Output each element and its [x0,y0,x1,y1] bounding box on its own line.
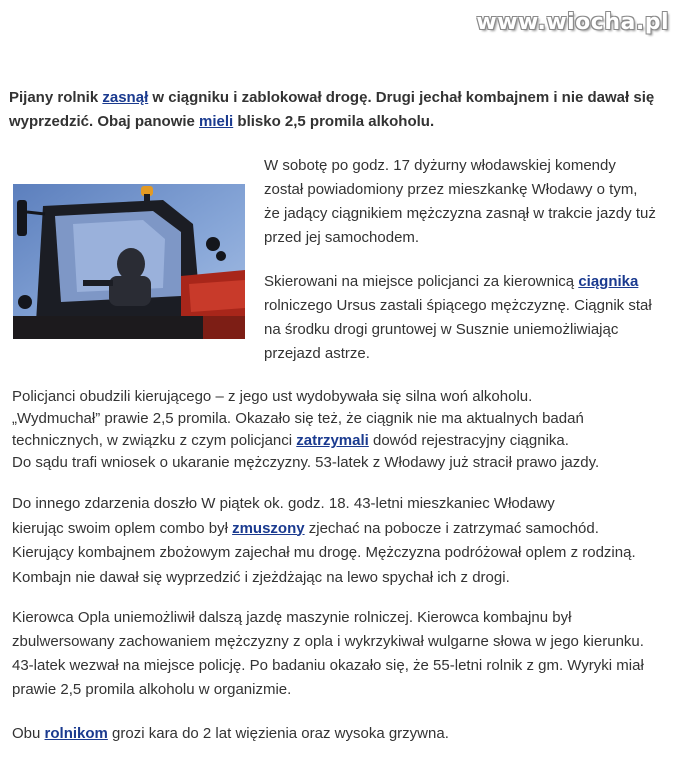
text-segment: kierując swoim oplem combo był [12,519,233,537]
text-line [264,154,656,178]
text-line [12,541,636,566]
text-line [12,492,636,517]
text-line [12,678,644,702]
text-line [264,342,652,366]
text-line [264,226,656,250]
tractor-photo [13,184,245,339]
text-segment: technicznych, w związku z czym policjanci [12,432,297,449]
text-line [12,386,599,408]
text-segment: Policjanci obudzili kierującego – z jego ust wydobywała się silna woń alkoholu. [12,388,533,405]
text-segment: przed jej samochodem. [264,229,420,246]
text-segment: W sobotę po godz. 17 dyżurny włodawskiej komendy [264,157,616,174]
site-watermark: www.wiocha.pl [476,10,669,35]
text-line [264,294,652,318]
text-line [12,452,599,474]
text-segment: w ciągniku i zablokował drogę. Drugi jechał kombajnem i nie dawał się [148,89,655,106]
text-line [264,318,652,342]
paragraph-5 [12,606,644,702]
paragraph-1 [264,154,656,250]
text-segment: Kierowca Opla uniemożliwił dalszą jazdę maszynie rolniczej. Kierowca kombajnu był [12,609,572,626]
text-line [12,430,599,452]
text-line [12,722,449,746]
text-segment: przejazd astrze. [264,345,370,362]
article-link[interactable]: ciągnika [578,273,639,290]
text-segment: blisko 2,5 promila alkoholu. [233,113,435,130]
text-segment: 43-latek wezwał na miejsce policję. Po badaniu okazało się, że 55-letni rolnik z gm. Wyryki miał [12,657,644,674]
text-line [264,178,656,202]
text-line [12,654,644,678]
text-segment: zbulwersowany zachowaniem mężczyzny z opla i wykrzykiwał wulgarne słowa w jego kierunku. [12,633,644,650]
text-segment: rolniczego Ursus zastali śpiącego mężczyznę. Ciągnik stał [264,297,652,314]
text-segment: Skierowani na miejsce policjanci za kierownicą [264,273,579,290]
text-segment: Obu [12,725,45,742]
article-link[interactable]: mieli [199,113,234,130]
text-line [12,566,636,591]
article-link[interactable]: rolnikom [44,725,108,742]
text-segment: wyprzedzić. Obaj panowie [9,113,200,130]
text-segment: zjechać na pobocze i zatrzymać samochód. [304,519,599,537]
text-line [12,408,599,430]
text-segment: dowód rejestracyjny ciągnika. [368,432,569,449]
article-link[interactable]: zatrzymali [296,432,369,449]
article-link[interactable]: zasnął [102,89,149,106]
text-segment: na środku drogi gruntowej w Susznie uniemożliwiając [264,321,619,338]
paragraph-6 [12,722,449,746]
text-segment: został powiadomiony przez mieszkankę Włodawy o tym, [264,181,638,198]
paragraph-4 [12,492,636,590]
text-segment: Do sądu trafi wniosek o ukaranie mężczyzny. 53-latek z Włodawy już stracił prawo jazdy. [12,454,600,471]
text-segment: Kombajn nie dawał się wyprzedzić i zjeżdżając na lewo spychał ich z drogi. [12,568,510,586]
text-segment: prawie 2,5 promila alkoholu w organizmie. [12,681,292,698]
text-segment: grozi kara do 2 lat więzienia oraz wysoka grzywna. [107,725,449,742]
text-segment: że jadący ciągnikiem mężczyzna zasnął w trakcie jazdy tuż [264,205,656,222]
text-line [264,202,656,226]
article-link[interactable]: zmuszony [232,519,305,537]
paragraph-3 [12,386,599,474]
text-segment: Do innego zdarzenia doszło W piątek ok. godz. 18. 43-letni mieszkaniec Włodawy [12,495,555,512]
text-segment: „Wydmuchał” prawie 2,5 promila. Okazało się też, że ciągnik nie ma aktualnych badań [12,410,584,427]
text-segment: Pijany rolnik [9,89,103,106]
text-line [12,606,644,630]
text-line [264,270,652,294]
paragraph-2 [264,270,652,366]
text-line [12,630,644,654]
article-lead [9,86,669,134]
text-line [12,517,636,542]
text-segment: Kierujący kombajnem zbożowym zajechał mu drogę. Mężczyzna podróżował oplem z rodziną. [12,544,636,561]
